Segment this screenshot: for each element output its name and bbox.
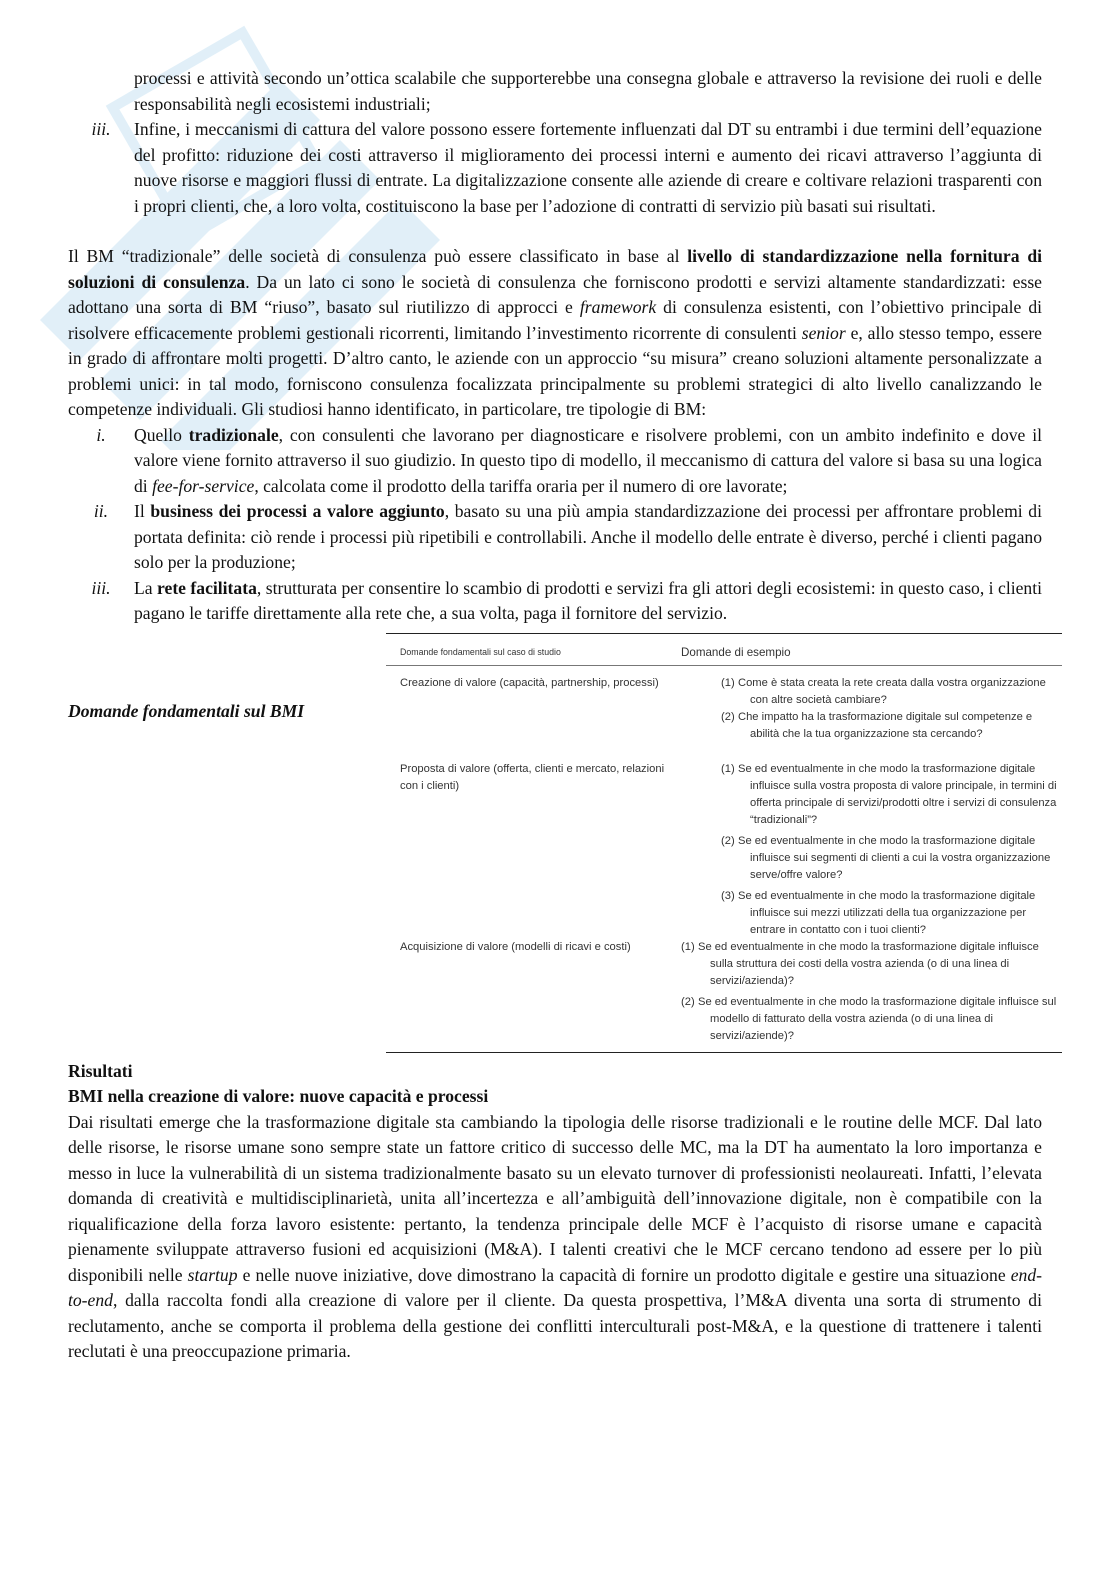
row-label: Proposta di valore (offerta, clienti e mercato, relazioni con i clienti)	[400, 762, 665, 792]
question-text: Se ed eventualmente in che modo la trasformazione digitale influisce sul modello di fatturato della vostra azienda (o di una linea di servizi/aziende)?	[698, 995, 1057, 1042]
table-row	[386, 675, 1062, 743]
table-caption: Domande fondamentali sul BMI	[68, 700, 305, 721]
question-number: (2)	[721, 710, 735, 723]
table-row	[386, 761, 1062, 939]
list-item-text	[134, 423, 1042, 500]
question-text: Se ed eventualmente in che modo la trasformazione digitale influisce sulla struttura dei costi della vostra azienda (o di una linea di servizi/azienda)?	[698, 940, 1039, 987]
italic-run: end-to-end	[68, 1264, 1042, 1310]
text-run: Il	[134, 501, 151, 521]
question	[721, 888, 1062, 939]
row-label: Creazione di valore (capacità, partnership, processi)	[400, 676, 659, 689]
question	[721, 709, 1062, 743]
bold-run: rete facilitata	[157, 577, 257, 598]
row-label: Acquisizione di valore (modelli di ricavi e costi)	[400, 940, 631, 953]
question-text: Che impatto ha la trasformazione digitale sul competenze e abilità che la tua organizzazione sta cercando?	[738, 710, 1033, 740]
question	[721, 675, 1062, 709]
row-questions	[721, 761, 1062, 939]
row-questions	[681, 939, 1062, 1045]
list-continuation: processi e attività secondo un’ottica scalabile che supporterebbe una consegna globale e attraverso la revisione dei ruoli e delle responsabilità negli ecosistemi industriali;	[134, 68, 1042, 114]
list-item-ii	[68, 499, 1042, 576]
row-questions	[721, 675, 1062, 743]
table-header	[386, 634, 1062, 666]
list-item-i	[68, 423, 1042, 500]
bold-run: tradizionale	[188, 424, 279, 445]
text-run: La	[134, 577, 158, 598]
table-block	[68, 633, 1057, 1053]
text-run: , strutturata per consentire lo scambio di prodotti e servizi fra gli attori degli ecosistemi: in questo caso, i clienti pagano le tariffe direttamente alla rete che, a sua volta, paga il fornitore del servizio.	[134, 577, 1042, 623]
question-text: Se ed eventualmente in che modo la trasformazione digitale influisce sui segmenti di clienti a cui la vostra organizzazione serve/offre valore?	[738, 834, 1051, 881]
text-run: , con consulenti che lavorano per diagnosticare e risolvere problemi, con un ambito indefinito e dove il valore viene fornito attraverso il suo giudizio. In questo tipo di modello, il meccanismo di cattura del valore si basa su una logica di	[134, 424, 1042, 496]
text-run: e, allo stesso tempo, essere in grado di affrontare molti progetti. D’altro canto, le aziende con un approccio “su misura” creano soluzioni altamente personalizzate a problemi unici: in tal modo, forniscono consulenza focalizzata principalmente su problemi strategici di alto livello canalizzando le competenze individuali. Gli studiosi hanno identificato, in particolare, tre tipologie di BM:	[68, 322, 1042, 419]
list-item-number: i.	[96, 424, 106, 445]
question-number: (1)	[721, 676, 735, 689]
text-run: , calcolata come il prodotto della tariffa oraria per il numero di ore lavorate;	[254, 475, 788, 496]
question	[681, 994, 1062, 1045]
list-item-text: Infine, i meccanismi di cattura del valore possono essere fortemente influenzati dal DT su entrambi i due termini dell’equazione del profitto: riduzione dei costi attraverso il miglioramento dei processi interni e aumento dei ricavi attraverso l’aggiunta di nuove risorse e maggiori flussi di entrate. La digitalizzazione consente alle aziende di creare e coltivare relazioni trasparenti con i propri clienti, che, a loro volta, costituiscono la base per l’adozione di contratti di servizio più basati sui risultati.	[134, 119, 1042, 216]
results-paragraph	[68, 1110, 1042, 1365]
results-heading: Risultati	[68, 1060, 133, 1081]
document-page	[68, 66, 1057, 1365]
italic-run: startup	[187, 1264, 238, 1285]
question-number: (2)	[721, 834, 735, 847]
question-text: Se ed eventualmente in che modo la trasformazione digitale influisce sulla vostra proposta di valore principale, in termini di offerta principale di servizi/prodotti oltre i servizi di consulenza “tradizionali”?	[738, 762, 1057, 826]
question-number: (2)	[681, 995, 695, 1008]
question	[681, 939, 1062, 990]
text-run: , dalla raccolta fondi alla creazione di valore per il cliente. Da questa prospettiva, l’M&A diventa una sorta di strumento di reclutamento, anche se comporta il problema della gestione dei conflitti interculturali post-M&A, e la questione di trattenere i talenti reclutati è una preoccupazione primaria.	[68, 1290, 1042, 1361]
table-side	[68, 633, 386, 1053]
question-number: (1)	[681, 940, 695, 953]
questions-table	[386, 633, 1062, 1053]
text-run: Dai risultati emerge che la trasformazione digitale sta cambiando la tipologia delle risorse tradizionali e le routine delle MCF. Dal lato delle risorse, le risorse umane sono sempre state un fattore critico di successo delle MC, ma la DT ha aumentato la loro importanza e messo in luce la vulnerabilità di un sistema tradizionalmente basato su un elevato turnover di professionisti neolaureati. Infatti, l’elevata domanda di creatività e multidisciplinarietà, unita all’incertezza e all’ambiguità dell’innovazione digitale, non è compatibile con la riqualificazione della forza lavoro esistente: pertanto, la tendenza principale delle MCF è l’acquisto di risorse umane e capacità pienamente sviluppate attraverso fusioni ed acquisizioni (M&A). I talenti creativi che le MCF cercano tendono ad essere per lo più disponibili nelle	[68, 1111, 1042, 1285]
results-subheading: BMI nella creazione di valore: nuove capacità e processi	[68, 1086, 489, 1106]
list-item-number: iii.	[91, 119, 111, 139]
table-row	[386, 939, 1062, 1045]
question-text: Se ed eventualmente in che modo la trasformazione digitale influisce sui mezzi utilizzati della tua organizzazione per entrare in contatto con i tuoi clienti?	[738, 889, 1036, 936]
text-run: di consulenza esistenti, con l’obiettivo principale di risolvere efficacemente problemi gestionali ricorrenti, limitando l’investimento ricorrente di consulenti	[68, 297, 1043, 343]
results-section	[68, 1059, 1042, 1365]
list-item-text	[134, 499, 1042, 576]
question-text: Come è stata creata la rete creata dalla vostra organizzazione con altre società cambiare?	[738, 676, 1046, 706]
text-run: . Da un lato ci sono le società di consulenza che forniscono prodotti e servizi altamente standardizzati: esse adottano una sorta di BM “riuso”, basato sul riutilizzo di approcci e	[68, 271, 1042, 317]
question	[721, 761, 1062, 829]
text-run: , basato su una più ampia standardizzazione dei processi per affrontare problemi di portata definita: ciò rende i processi più ripetibili e controllabili. Anche il modello delle entrate è diverso, perché i clienti pagano solo per la produzione;	[134, 501, 1042, 572]
bold-run: livello di standardizzazione nella fornitura di soluzioni di consulenza	[68, 246, 1042, 292]
table-header-col2: Domande di esempio	[681, 645, 791, 659]
list-item-number: iii.	[91, 577, 111, 598]
question-number: (3)	[721, 889, 735, 902]
text-run: Quello	[134, 424, 189, 445]
question	[721, 833, 1062, 884]
list-item-iii-bm	[68, 576, 1042, 627]
list-item-iii	[68, 117, 1042, 219]
text-run: Il BM “tradizionale” delle società di consulenza può essere classificato in base al	[68, 246, 688, 266]
list-item-text	[134, 576, 1042, 627]
list-item-number: ii.	[93, 501, 109, 521]
bold-run: business dei processi a valore aggiunto	[150, 501, 445, 521]
italic-run: senior	[801, 322, 846, 343]
italic-run: framework	[579, 297, 657, 317]
bm-type-list	[68, 423, 1042, 627]
text-run: e nelle nuove iniziative, dove dimostrano la capacità di fornire un prodotto digitale e gestire una situazione	[237, 1264, 1011, 1285]
paragraph-bm	[68, 244, 1042, 423]
italic-run: fee-for-service	[152, 475, 255, 496]
table-header-col1: Domande fondamentali sul caso di studio	[400, 646, 561, 657]
question-number: (1)	[721, 762, 735, 775]
